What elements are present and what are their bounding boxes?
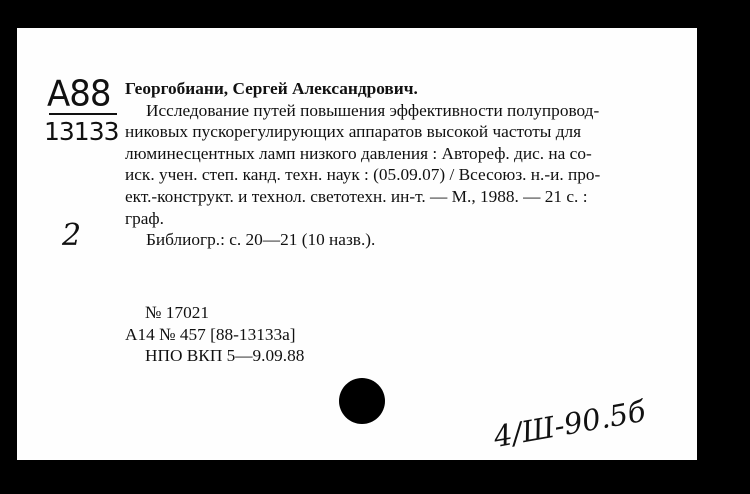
copy-mark: 2 [62, 218, 82, 253]
bibliographic-entry [125, 78, 691, 251]
catalog-card [17, 28, 697, 460]
shelfmark-divider [49, 113, 117, 115]
title-line-5: ект.-конструкт. и технол. светотехн. ин-т. — М., 1988. — 21 с. : [125, 186, 588, 206]
title-line-2: никовых пускорегулирующих аппаратов высокой частоты для [125, 122, 582, 142]
registry-block [125, 302, 304, 367]
title-line-1: Исследование путей повышения эффективности полупровод- [146, 100, 600, 120]
title-line-4: иск. учен. степ. канд. техн. наук : (05.09.07) / Всесоюз. н.-и. про- [125, 165, 601, 185]
punch-hole [339, 378, 385, 424]
registry-stamp: НПО ВКП 5—9.09.88 [145, 346, 305, 366]
title-line-6: граф. [125, 208, 164, 228]
author-heading: Георгобиани, Сергей Александрович. [125, 79, 418, 98]
title-line-3: люминесцентных ламп низкого давления : Автореф. дис. на со- [125, 143, 592, 163]
registry-accession: А14 № 457 [88-13133а] [125, 324, 296, 344]
shelfmark-top: A88 [47, 73, 111, 115]
shelfmark-bottom: 13133 [44, 117, 119, 146]
bibliography-note: Библиогр.: с. 20—21 (10 назв.). [146, 230, 376, 250]
handwritten-note: 4/Ш-90.5б [491, 393, 649, 454]
registry-number: № 17021 [145, 303, 210, 322]
